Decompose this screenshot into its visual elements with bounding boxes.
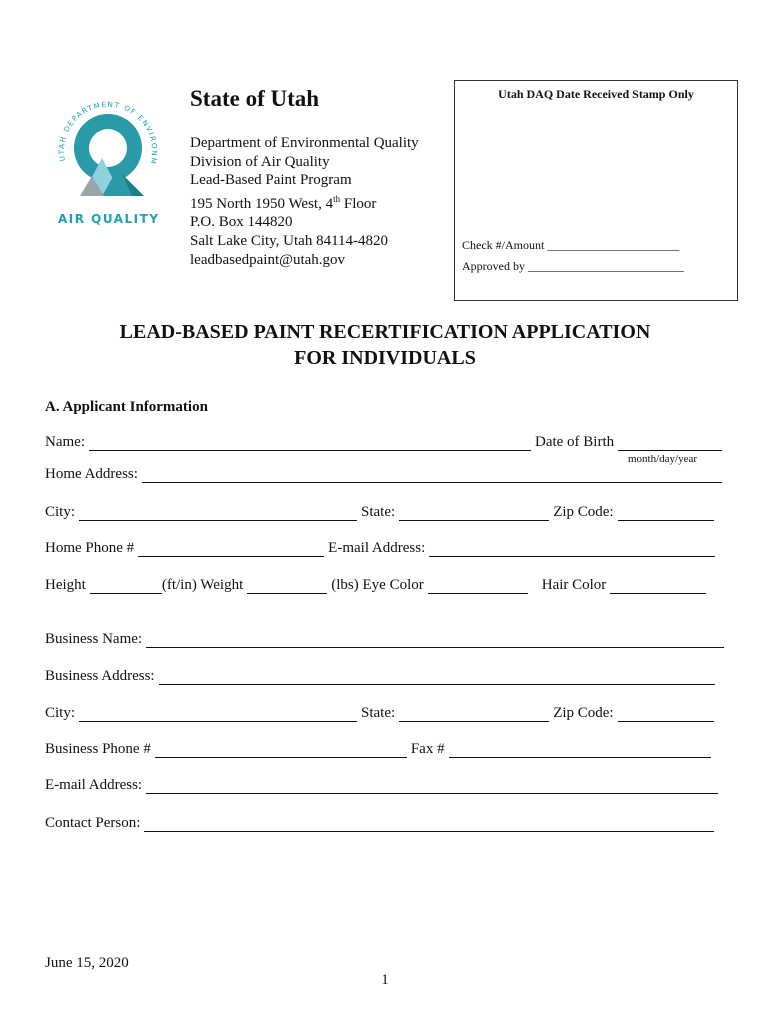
logo-graphic [52, 78, 164, 230]
home-address-label: Home Address: [45, 466, 138, 482]
zip-label: Zip Code: [553, 705, 614, 721]
home-phone-row [45, 540, 715, 557]
business-name-field[interactable] [146, 633, 724, 648]
home-phone-label: Home Phone # [45, 540, 135, 556]
hair-color-field[interactable] [610, 579, 706, 594]
contact-person-field[interactable] [144, 817, 714, 832]
business-address-field[interactable] [159, 670, 715, 685]
business-city-row [45, 705, 714, 722]
stamp-box-title: Utah DAQ Date Received Stamp Only [498, 87, 694, 101]
business-address-row [45, 668, 715, 685]
home-city-row [45, 504, 714, 521]
name-row [45, 434, 722, 451]
home-address-field[interactable] [142, 468, 722, 483]
agency-address [190, 134, 419, 250]
approved-by-line: Approved by __________________________ [462, 259, 684, 273]
program-email: leadbasedpaint@utah.gov [190, 252, 346, 268]
fax-field[interactable] [449, 743, 711, 758]
contact-person-row [45, 815, 714, 832]
business-phone-row [45, 741, 711, 758]
name-label: Name: [45, 434, 85, 450]
dob-label: Date of Birth [534, 434, 615, 450]
revision-date: June 15, 2020 [45, 955, 129, 971]
home-state-field[interactable] [399, 506, 549, 521]
state-title: State of Utah [190, 86, 320, 111]
business-address-label: Business Address: [45, 668, 155, 684]
zip-label: Zip Code: [553, 504, 614, 520]
home-phone-field[interactable] [138, 542, 324, 557]
email-label: E-mail Address: [328, 540, 426, 556]
business-zip-field[interactable] [618, 707, 714, 722]
home-email-field[interactable] [429, 542, 715, 557]
state-label: State: [361, 705, 396, 721]
address-line: Division of Air Quality [190, 153, 330, 170]
check-amount-line: Check #/Amount ______________________ [462, 238, 680, 252]
physical-row [45, 577, 706, 594]
height-label: Height [45, 577, 86, 593]
contact-person-label: Contact Person: [45, 815, 141, 831]
city-line: Salt Lake City, Utah 84114-4820 [190, 232, 389, 249]
fax-label: Fax # [410, 741, 445, 757]
utah-deq-air-quality-logo [52, 78, 164, 230]
po-box: P.O. Box 144820 [190, 214, 293, 230]
weight-unit-label: (lbs) Eye Color [331, 577, 424, 593]
email-label: E-mail Address: [45, 777, 143, 793]
form-title-line: FOR INDIVIDUALS [294, 347, 476, 369]
svg-text:UTAH DEPARTMENT OF ENVIRONMENT: UTAH DEPARTMENT OF ENVIRONM [56, 99, 160, 166]
address-line: Department of Environmental Quality [190, 135, 419, 151]
stamp-box [454, 80, 738, 301]
business-state-field[interactable] [399, 707, 549, 722]
city-label: City: [45, 504, 76, 520]
address-line: Lead-Based Paint Program [190, 172, 352, 188]
business-phone-field[interactable] [155, 743, 407, 758]
business-name-row [45, 631, 724, 648]
city-label: City: [45, 705, 76, 721]
business-phone-label: Business Phone # [45, 741, 151, 757]
state-label: State: [361, 504, 396, 520]
page-number: 1 [381, 972, 389, 988]
home-city-field[interactable] [79, 506, 357, 521]
logo-text: AIR QUALITY [58, 212, 160, 226]
dob-hint: month/day/year [628, 453, 698, 465]
home-zip-field[interactable] [618, 506, 714, 521]
form-title [0, 319, 770, 371]
home-address-row [45, 466, 722, 483]
hair-color-label: Hair Color [541, 577, 607, 593]
height-field[interactable] [90, 579, 162, 594]
business-name-label: Business Name: [45, 631, 143, 647]
business-email-row [45, 777, 718, 794]
weight-field[interactable] [247, 579, 327, 594]
eye-color-field[interactable] [428, 579, 528, 594]
name-field[interactable] [89, 436, 531, 451]
form-title-line: LEAD-BASED PAINT RECERTIFICATION APPLICATION [119, 321, 651, 343]
business-email-field[interactable] [146, 779, 718, 794]
business-city-field[interactable] [79, 707, 357, 722]
dob-field[interactable] [618, 436, 722, 451]
height-unit-label: (ft/in) Weight [161, 577, 244, 593]
street-address: 195 North 1950 West, 4th Floor [190, 193, 377, 212]
section-a-heading: A. Applicant Information [45, 399, 208, 415]
